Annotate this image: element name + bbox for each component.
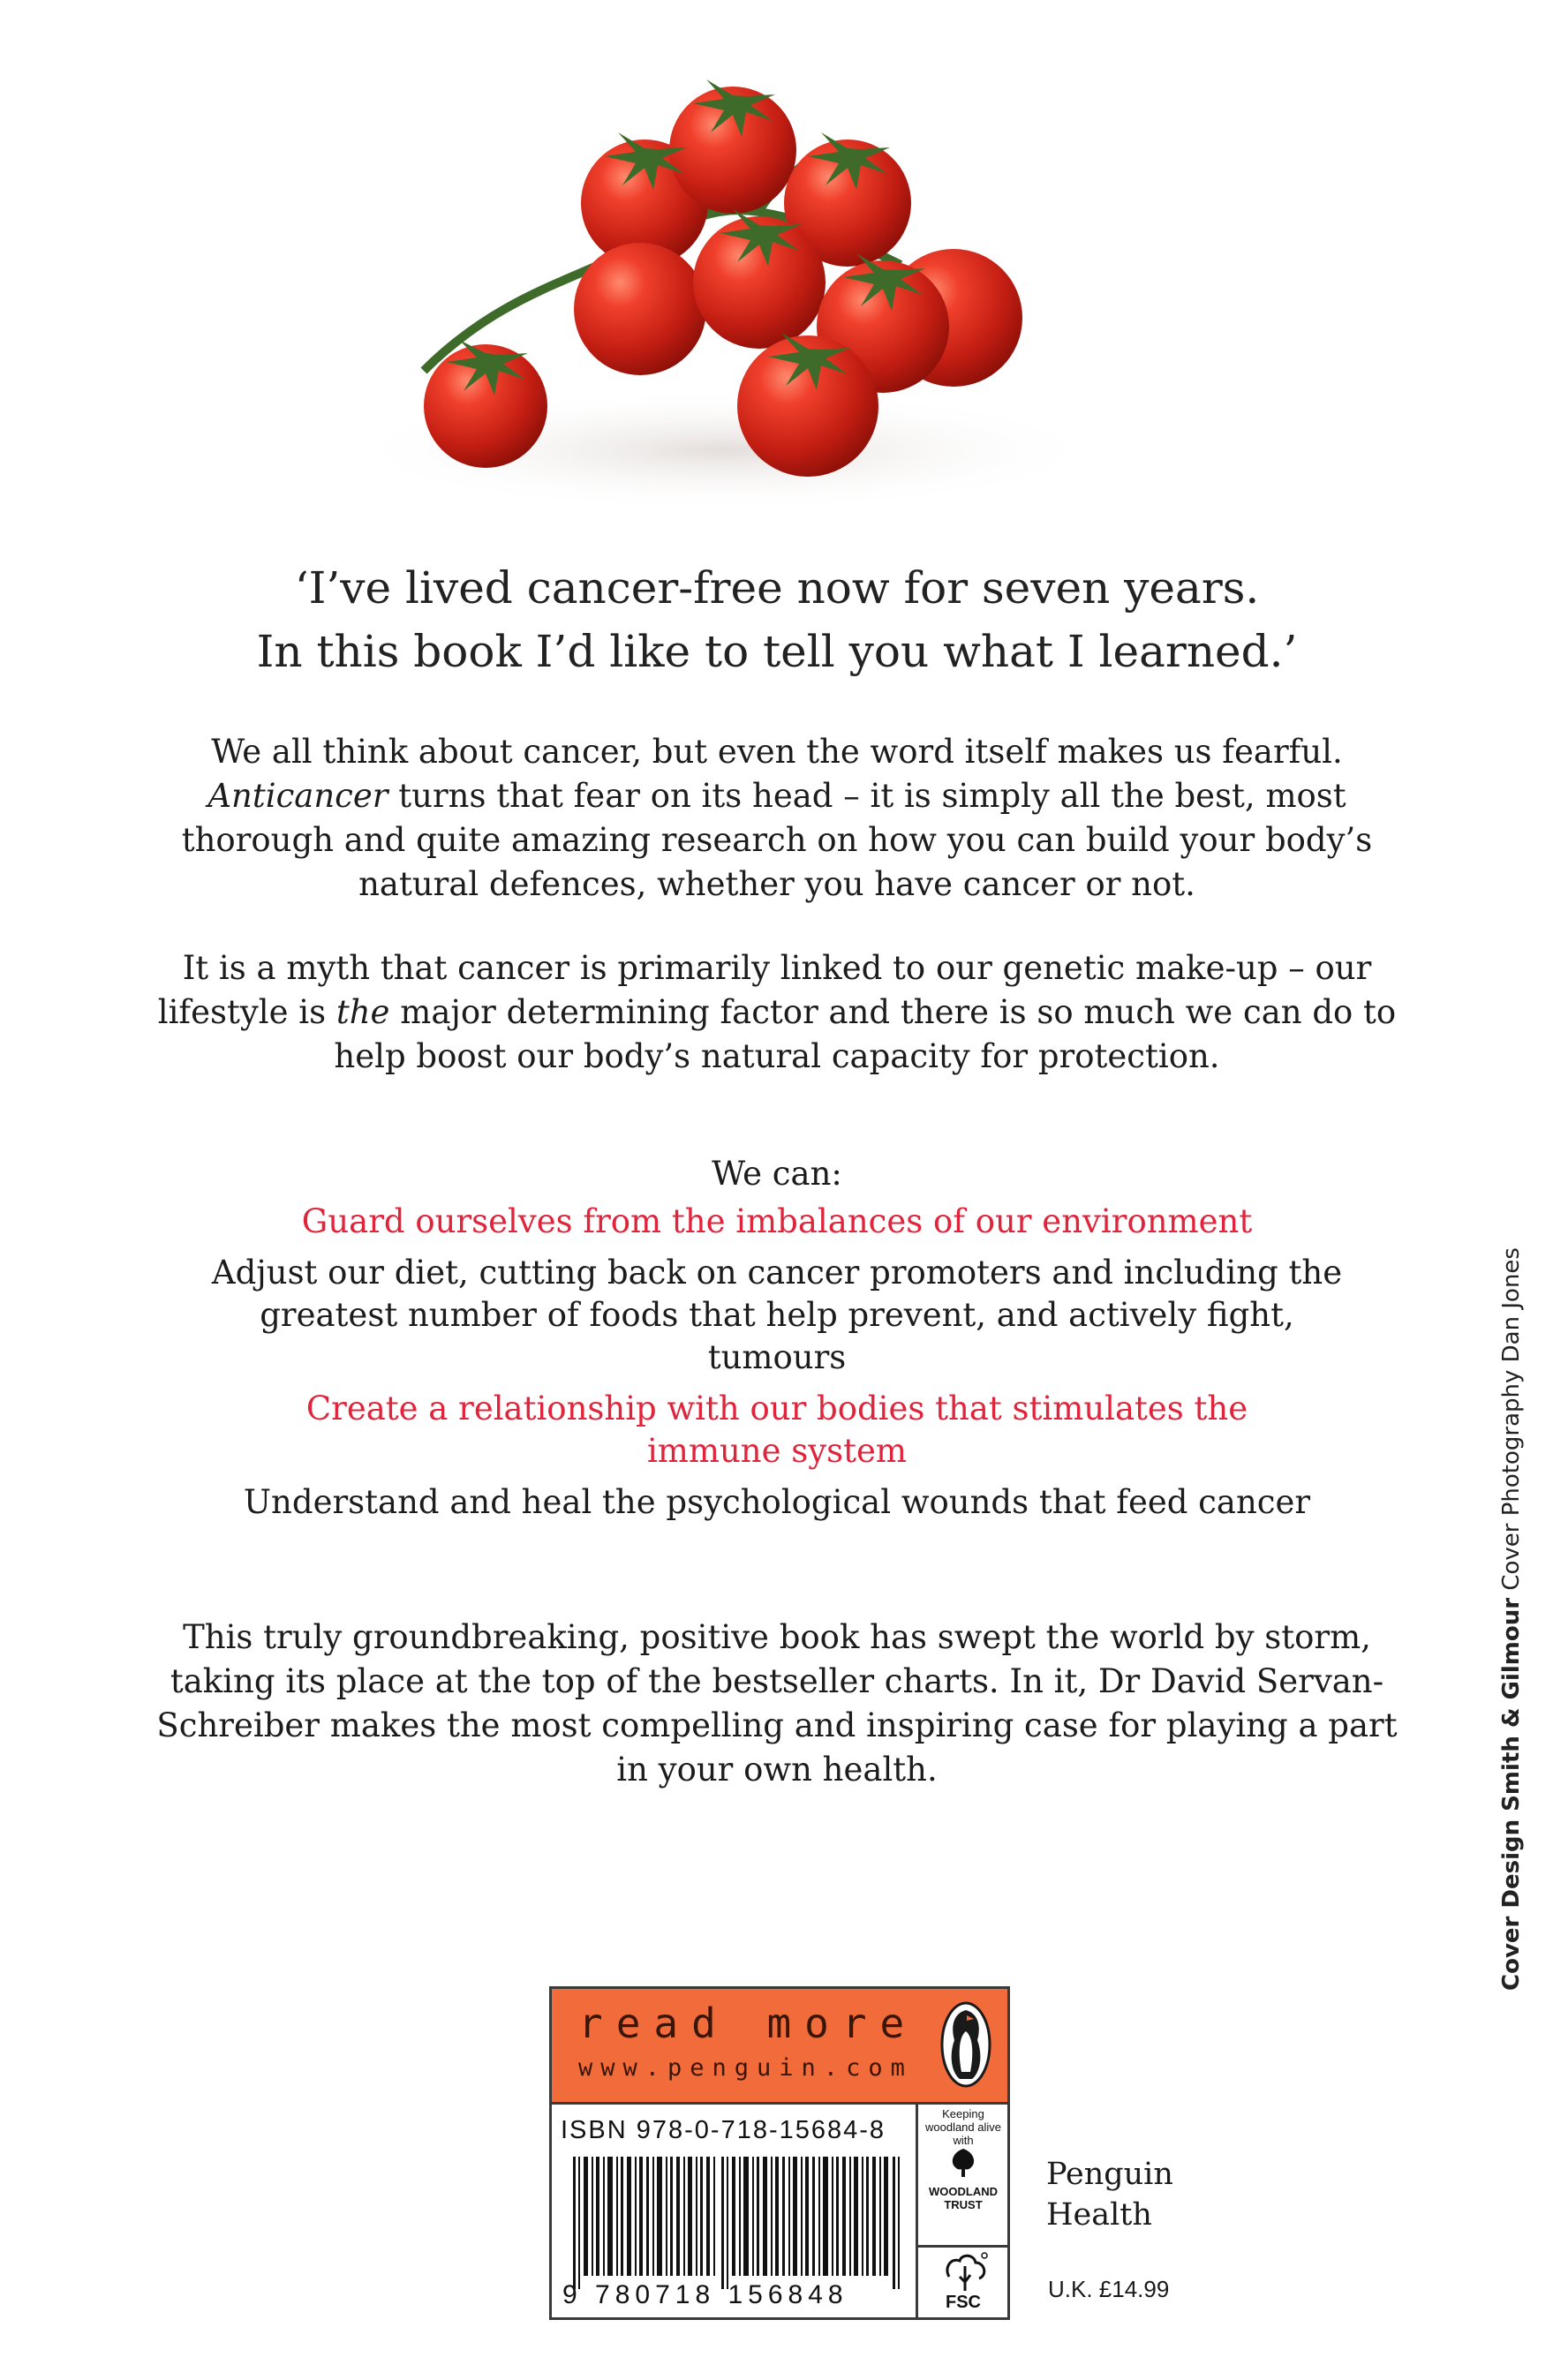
- barcode-digits: 9 780718 156848: [562, 2280, 848, 2309]
- tree-icon: [946, 2147, 981, 2179]
- myth-emphasis: the: [335, 993, 390, 1031]
- read-more-banner: [552, 1989, 1007, 2105]
- tomatoes-image: [300, 35, 1183, 530]
- barcode: [564, 2157, 916, 2289]
- imprint-line-2: Health: [1046, 2197, 1152, 2233]
- myth-text-2: major determining factor and there is so much we can do to help boost our body’s natural capacity for protection.: [334, 993, 1397, 1075]
- divider: [916, 2102, 918, 2317]
- intro-text-1: We all think about cancer, but even the word itself makes us fearful.: [211, 733, 1343, 771]
- list-item: Understand and heal the psychological wounds that feed cancer: [243, 1483, 1311, 1521]
- list-item: Adjust our diet, cutting back on cancer promoters and including the greatest number of foods that help prevent, and actively fight, tumours: [211, 1254, 1343, 1376]
- price: U.K. £14.99: [1048, 2276, 1170, 2302]
- read-more-text: read more: [578, 2000, 918, 2047]
- imprint: [1046, 2154, 1173, 2235]
- woodland-trust-text: WOODLAND TRUST: [929, 2185, 998, 2211]
- woodland-text: Keeping woodland alive with: [924, 2107, 1001, 2147]
- cover-credits: [1496, 1247, 1527, 1991]
- barcode-box: [549, 1986, 1010, 2320]
- intro-paragraph: [141, 730, 1413, 907]
- list-item: Create a relationship with our bodies that stimulates the immune system: [305, 1390, 1248, 1470]
- design-credit: Cover Design Smith & Gilmour: [1498, 1597, 1525, 1991]
- intro-text-2: turns that fear on its head – it is simply all the best, most thorough and quite amazing research on how you can build your body’s natural defences, whether you have cancer or not.: [181, 777, 1373, 903]
- woodland-trust-logo: [921, 2107, 1006, 2211]
- book-title: Anticancer: [207, 777, 388, 815]
- pull-quote: [106, 556, 1448, 683]
- we-can-heading: We can:: [712, 1155, 842, 1193]
- penguin-logo-icon: [940, 2001, 991, 2088]
- list-item: Guard ourselves from the imbalances of our environment: [301, 1202, 1253, 1240]
- myth-text-1: It is a myth that cancer is primarily linked to our genetic make-up – our lifestyle is: [157, 949, 1372, 1031]
- we-can-list: [141, 1201, 1413, 1533]
- imprint-line-1: Penguin: [1046, 2157, 1173, 2192]
- photo-credit: Cover Photography Dan Jones: [1498, 1247, 1525, 1598]
- tomato: [574, 243, 706, 375]
- divider: [916, 2245, 1007, 2248]
- quote-line-1: ‘I’ve lived cancer-free now for seven years.: [294, 562, 1260, 614]
- myth-paragraph: [141, 946, 1413, 1079]
- penguin-url: www.penguin.com: [578, 2054, 913, 2082]
- fsc-label: FSC: [946, 2293, 981, 2312]
- fsc-tree-icon: [940, 2250, 990, 2293]
- closing-paragraph: This truly groundbreaking, positive book has swept the world by storm, taking its place at the top of the bestseller charts. In it, Dr David Servan-Schreiber makes the most compelling and inspiring case for playing a part in your own health.: [156, 1618, 1398, 1789]
- isbn-number: ISBN 978-0-718-15684-8: [561, 2116, 886, 2144]
- quote-line-2: In this book I’d like to tell you what I learned.’: [256, 626, 1298, 677]
